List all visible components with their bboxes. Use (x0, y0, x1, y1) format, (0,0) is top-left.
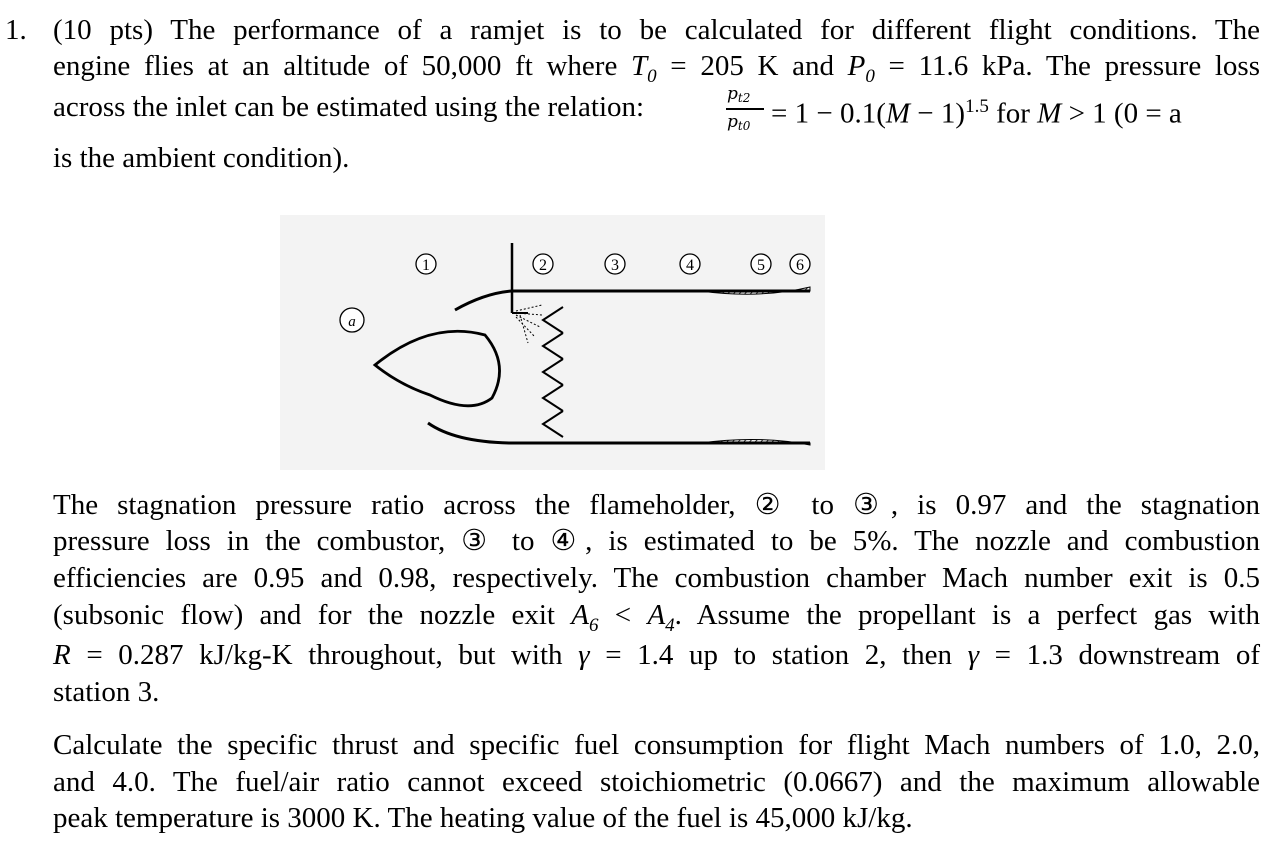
para3-line-3: peak temperature is 3000 K. The heating value of the fuel is 45,000 kJ/kg. (53, 802, 913, 834)
problem-line-3-lead: across the inlet can be estimated using the relation: (53, 91, 645, 123)
station-marker-5 (751, 254, 771, 274)
problem-line-1-text: The performance of a ramjet is to be calculated for different flight conditions. The (170, 14, 1260, 46)
station-marker-4 (680, 254, 700, 274)
para2-line-5: R = 0.287 kJ/kg-K throughout, but with γ = 1.4 up to station 2, then γ = 1.3 downstream of (53, 639, 1260, 671)
freestream-marker (340, 308, 364, 332)
station-marker-1 (416, 254, 436, 274)
problem-line-2: engine flies at an altitude of 50,000 ft where $T_0 = 205$ K and $P_0 = 11.6$ kPa. The pressure loss (53, 50, 1261, 87)
svg-text:3: 3 (611, 257, 619, 274)
para3-line-1: Calculate the specific thrust and specific fuel consumption for flight Mach numbers of 1.0, 2.0, (53, 729, 1260, 761)
fraction-denominator: pt0 (727, 112, 751, 133)
para2-line-1: The stagnation pressure ratio across the flameholder, ② to ③, is 0.97 and the stagnation (53, 489, 1260, 521)
problem-line-1 (53, 12, 1260, 49)
fraction-bar (726, 108, 764, 110)
problem-line-3-rest: = $1 - 0.1(M - 1)^{1.5}$ for M > 1 (0 = a (771, 96, 1182, 130)
diagram-background (280, 215, 825, 470)
fraction-numerator: pt2 (727, 84, 751, 105)
station-marker-2 (533, 254, 553, 274)
points-label: (10 pts) (53, 14, 153, 46)
svg-text:a: a (348, 314, 356, 330)
station-marker-3 (605, 254, 625, 274)
para2-line-4: (subsonic flow) and for the nozzle exit $A_6 < A_4$. Assume the propellant is a perfect gas with (53, 599, 1260, 636)
svg-text:5: 5 (757, 257, 765, 274)
svg-text:4: 4 (686, 257, 694, 274)
ramjet-diagram (280, 215, 825, 470)
para2-line-2: pressure loss in the combustor, ③ to ④, is estimated to be 5%. The nozzle and combustion (53, 525, 1260, 557)
station-marker-6 (790, 254, 810, 274)
para3-line-2: and 4.0. The fuel/air ratio cannot exceed stoichiometric (0.0667) and the maximum allowable (53, 766, 1260, 798)
problem-number: 1. (5, 14, 27, 46)
para2-line-6: station 3. (53, 676, 160, 708)
svg-text:1: 1 (422, 257, 430, 274)
para2-line-3: efficiencies are 0.95 and 0.98, respectively. The combustion chamber Mach number exit is 0.5 (53, 562, 1260, 594)
svg-text:6: 6 (796, 257, 804, 274)
problem-line-4: is the ambient condition). (53, 142, 350, 174)
svg-text:2: 2 (539, 257, 547, 274)
